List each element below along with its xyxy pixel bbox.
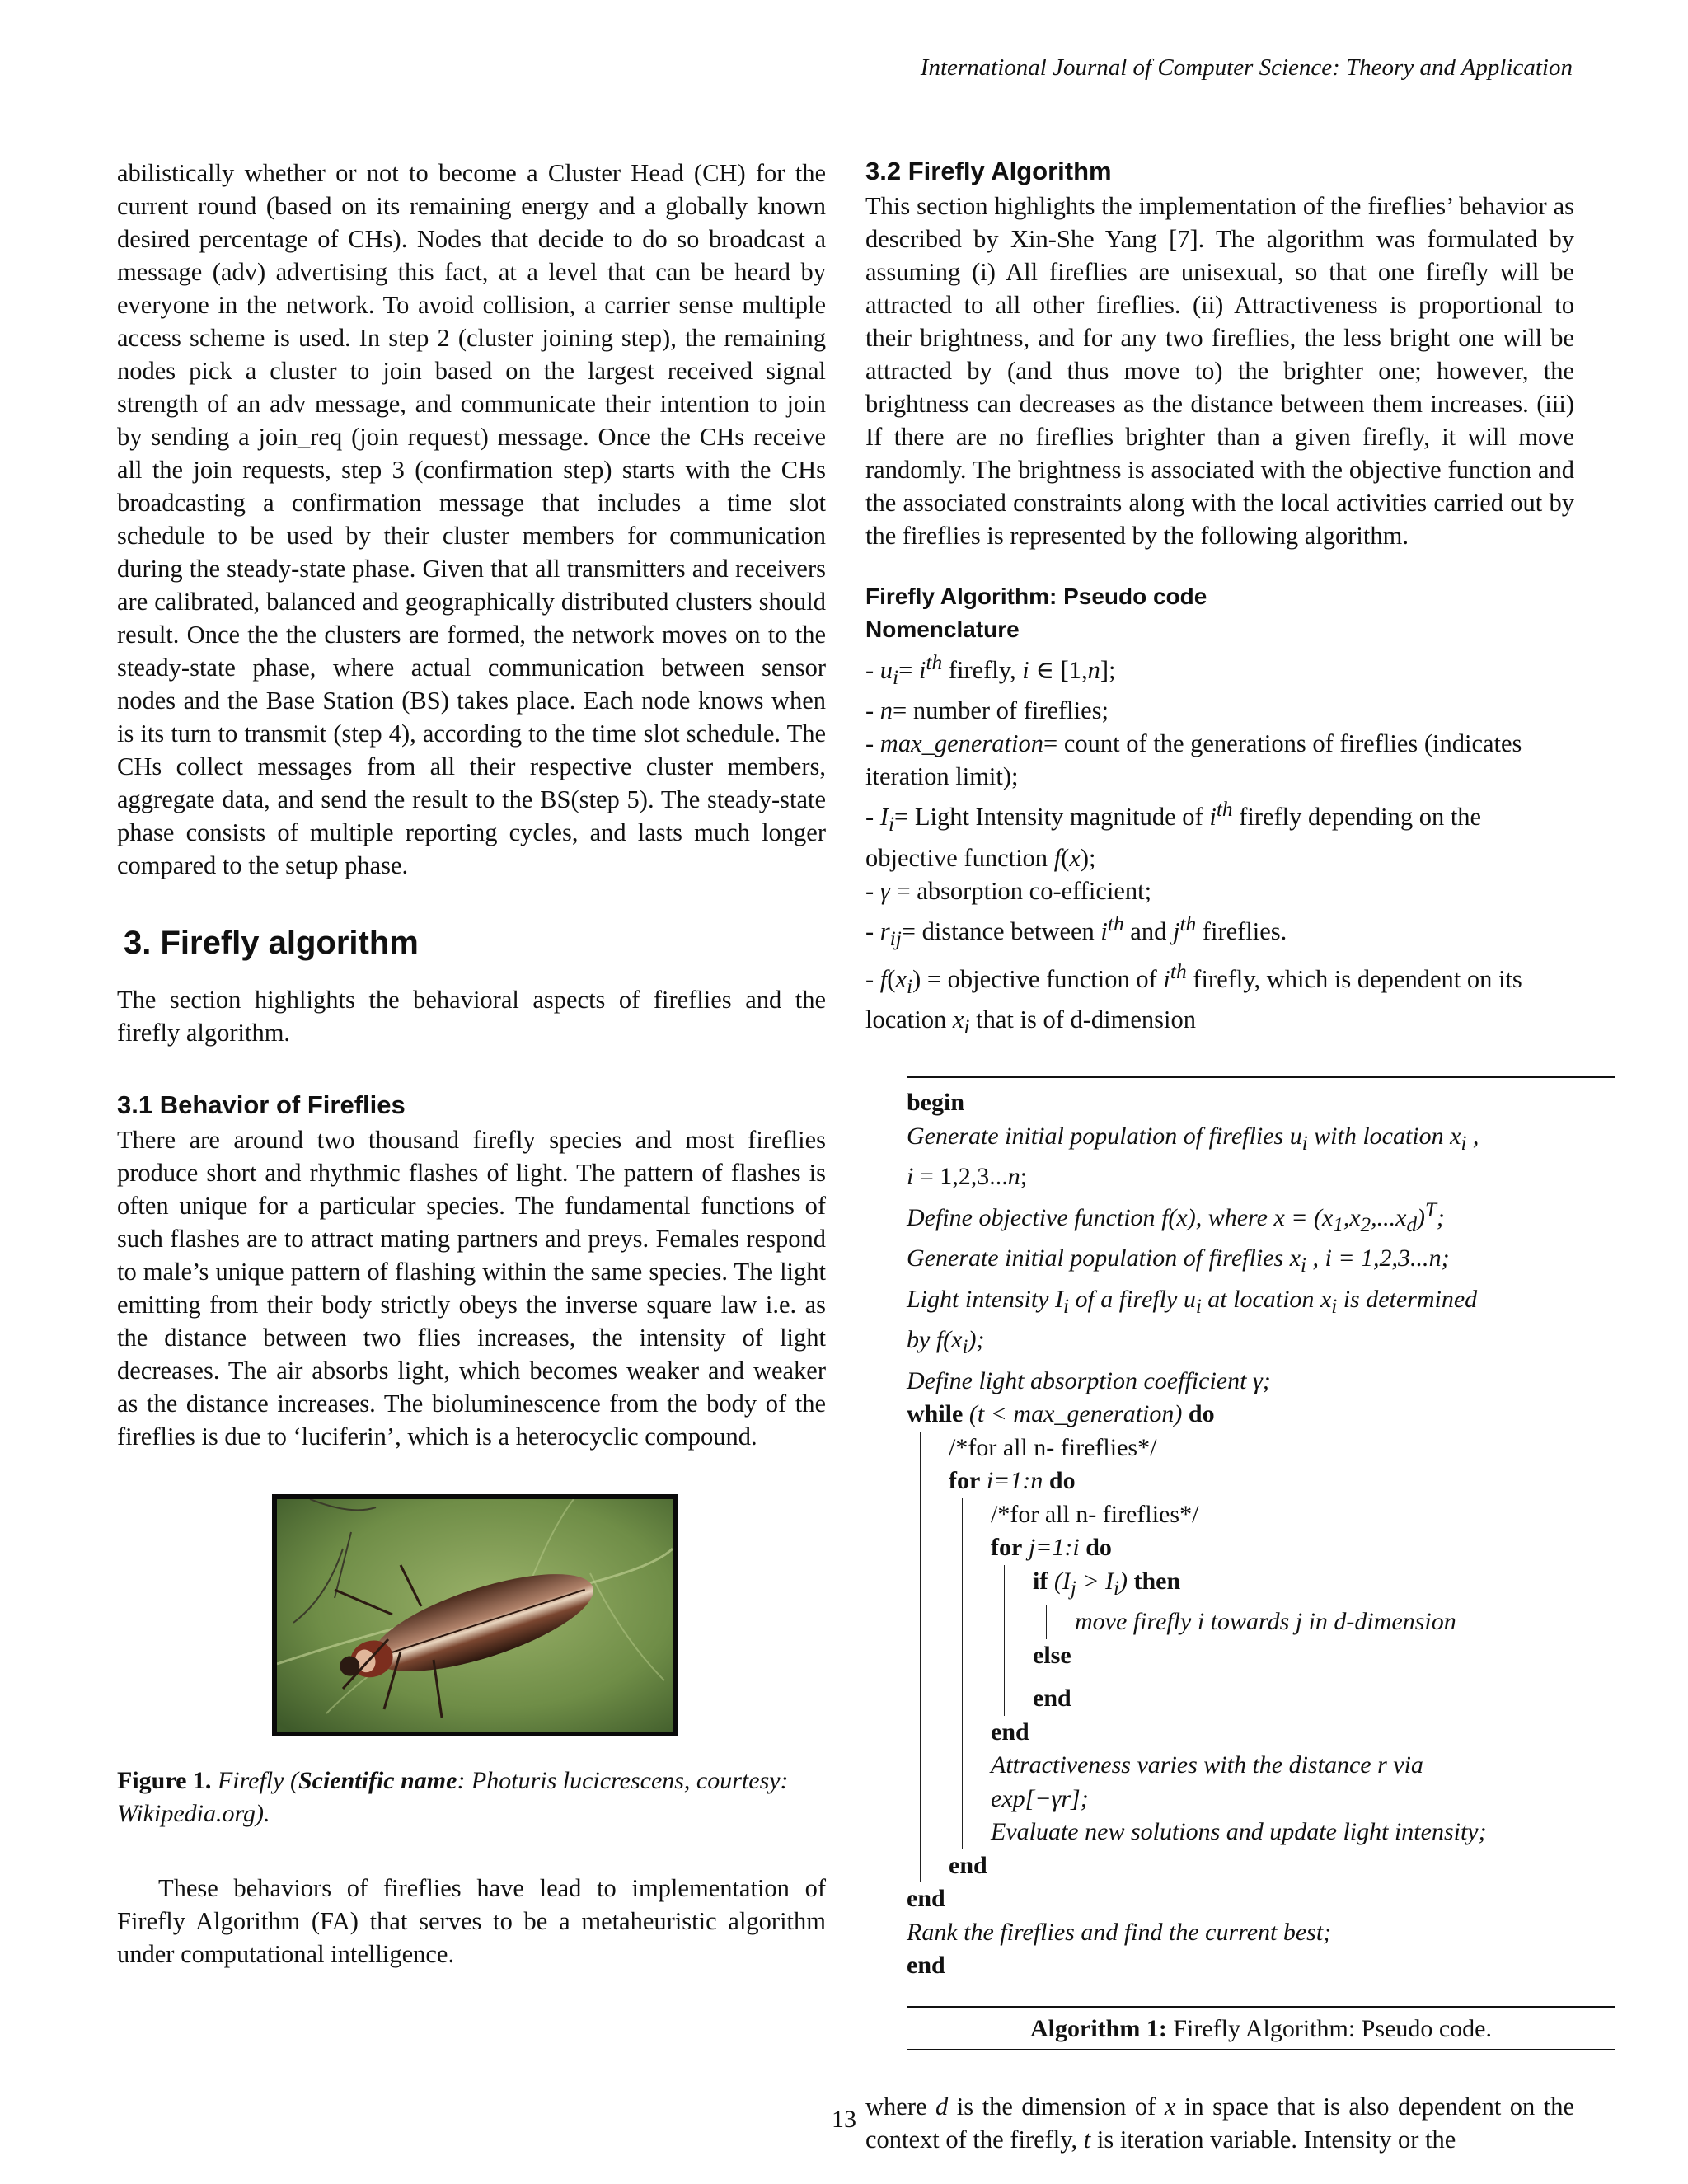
algo-end: end xyxy=(949,1851,987,1879)
nomen-item: - $f(x_i)$ = objective function of $i^{th}$ firefly, which is dependent on its location $x_i$ that is of d-dimension xyxy=(865,959,1522,1039)
for-i-block xyxy=(962,1498,1615,1849)
algo-line: Define objective function f(x), where $x = (x_1,x_2,...x_d)^T$; xyxy=(907,1198,1445,1236)
subsection-title-behavior: 3.1 Behavior of Fireflies xyxy=(117,1090,406,1119)
algo-line: Evaluate new solutions and update light intensity; xyxy=(991,1818,1487,1846)
algo-end: end xyxy=(1033,1685,1071,1713)
firefly-photo-icon xyxy=(277,1499,673,1732)
algo-while: while (t < max_generation) do xyxy=(907,1400,1215,1428)
firefly-figure xyxy=(272,1494,678,1736)
figure-caption-part2: : Photuris lucicrescens, courtesy: Wikipedia.org). xyxy=(117,1767,789,1827)
algo-line: i = 1,2,3...n; xyxy=(907,1163,1028,1191)
right-column xyxy=(865,157,1574,2156)
algo-line: Light intensity $I_i$ of a firefly $u_i$ at location $x_i$ is determined xyxy=(907,1285,1478,1318)
section-title: 3. Firefly algorithm xyxy=(124,925,419,961)
algo-line: Define light absorption coefficient γ; xyxy=(907,1366,1271,1394)
closing-paragraph-left: These behaviors of fireflies have lead to implementation of Firefly Algorithm (FA) that serves to be a metaheuristic algorithm under computational intelligence. xyxy=(117,1874,826,1968)
algo-line: Generate initial population of fireflies $x_i$ , i = 1,2,3...n; xyxy=(907,1244,1450,1277)
closing-paragraph-right: where d is the dimension of x in space that is also dependent on the context of the firefly, t is iteration variable. Intensity or the xyxy=(865,2092,1575,2154)
algo-line: Rank the fireflies and find the current best; xyxy=(907,1918,1332,1946)
nomen-item: - n= number of fireflies; xyxy=(865,696,1109,725)
figure-label: Figure 1. xyxy=(117,1767,212,1794)
nomen-item: - max_generation= count of the generations of fireflies (indicates iteration limit); xyxy=(865,729,1522,791)
algorithm-paragraph: This section highlights the implementation of the fireflies’ behavior as described by Xin-She Yang [7]. The algorithm was formulated by assuming (i) All fireflies are unisexual, so that one firefly will be attracted to all other fireflies. (ii) Attractiveness is proportional to their brightness, and for any two fireflies, the less bright one will be attracted by (and thus move to) the brighter one; however, the brightness can decreases as the distance between them increases. (iii) If there are no fireflies brighter than a given firefly, it will move randomly. The brightness is associated with the objective function and the associated constraints along with the local activities carried out by the fireflies is represented by the following algorithm. xyxy=(865,192,1574,550)
page-number: 13 xyxy=(832,2106,856,2133)
algo-begin: begin xyxy=(907,1089,965,1117)
algorithm-caption: Algorithm 1: Firefly Algorithm: Pseudo code. xyxy=(907,2006,1615,2046)
figure-caption xyxy=(117,1765,826,1830)
algo-line: by $f(x_i)$; xyxy=(907,1326,985,1359)
algo-end: end xyxy=(907,1885,945,1913)
nomen-item: - $r_{ij}=$ distance between $i^{th}$ and $j^{th}$ fireflies. xyxy=(865,912,1287,950)
behavior-paragraph: There are around two thousand firefly species and most fireflies produce short and rhythmic flashes of light. The pattern of flashes is often unique for a particular species. The fundamental functions of such flashes are to attract mating partners and preys. Females respond to male’s unique pattern of flashing within the same species. The light emitting from their body strictly obeys the inverse square law i.e. as the distance between two flies increases, the intensity of light decreases. The air absorbs light, which becomes weaker and weaker as the distance increases. The bioluminescence from the body of the fireflies is due to ‘luciferin’, which is a heterocyclic compound. xyxy=(117,1126,826,1451)
intro-paragraph: abilistically whether or not to become a Cluster Head (CH) for the current round (based on its remaining energy and a globally known desired percentage of CHs). Nodes that decide to do so broadcast a message (adv) advertising this fact, at a level that can be heard by everyone in the network. To avoid collision, a carrier sense multiple access scheme is used. In step 2 (cluster joining step), the remaining nodes pick a cluster to join based on the largest received signal strength of an adv message, and communicate their intention to join by sending a join_req (join request) message. Once the CHs receive all the join requests, step 3 (confirmation step) starts with the CHs broadcasting a confirmation message that includes a time slot schedule to be used by their cluster members for communication during the steady-state phase. Given that all transmitters and receivers are calibrated, balanced and geographically distributed clusters should result. Once the the clusters are formed, the network moves on to the steady-state phase, where actual communication between sensor nodes and the Base Station (BS) takes place. Each node knows when is its turn to transmit (step 4), according to the time slot schedule. The CHs collect messages from all their respective cluster members, aggregate data, and send the result to the BS(step 5). The steady-state phase consists of multiple reporting cycles, and lasts much longer compared to the setup phase. xyxy=(117,159,826,879)
pseudo-code-heading: Firefly Algorithm: Pseudo code xyxy=(865,583,1207,609)
section-intro: The section highlights the behavioral aspects of fireflies and the firefly algorithm. xyxy=(117,986,826,1047)
subsection-title-algorithm: 3.2 Firefly Algorithm xyxy=(865,157,1112,185)
nomen-item: - $I_i=$ Light Intensity magnitude of $i^{th}$ firefly depending on the objective function f(x); xyxy=(865,798,1482,872)
nomenclature-heading: Nomenclature xyxy=(865,616,1020,642)
algo-end: end xyxy=(991,1718,1029,1746)
algo-line: Generate initial population of fireflies $u_i$ with location $x_i$ , xyxy=(907,1122,1479,1155)
algo-end: end xyxy=(907,1952,945,1980)
nomenclature-list xyxy=(865,646,1574,1043)
nomen-item: - γ = absorption co-efficient; xyxy=(865,876,1152,905)
algo-else: else xyxy=(1033,1641,1071,1669)
algo-for-i: for i=1:n do xyxy=(949,1467,1076,1495)
algo-line: exp[−γr]; xyxy=(991,1784,1089,1812)
for-j-block xyxy=(1004,1565,1615,1716)
figure-caption-sci: Scientific name xyxy=(298,1767,457,1794)
journal-header: International Journal of Computer Science: Theory and Application xyxy=(920,54,1573,81)
algorithm-box xyxy=(907,1076,1615,2050)
algo-comment: /*for all n- fireflies*/ xyxy=(991,1500,1199,1528)
if-block: move firefly i towards j in d-dimension xyxy=(1046,1605,1615,1639)
figure-caption-part1: Firefly ( xyxy=(217,1767,298,1794)
while-block xyxy=(920,1432,1615,1883)
algo-if: if $(I_j > I_i)$ then xyxy=(1033,1567,1181,1600)
algo-comment: /*for all n- fireflies*/ xyxy=(949,1433,1157,1461)
nomen-item: - $u_i= i^{th}$ firefly, i ∈ [1,n]; xyxy=(865,651,1116,690)
algo-line: Attractiveness varies with the distance r via xyxy=(991,1751,1423,1779)
algo-for-j: for j=1:i do xyxy=(991,1534,1112,1562)
left-column xyxy=(117,157,826,1971)
